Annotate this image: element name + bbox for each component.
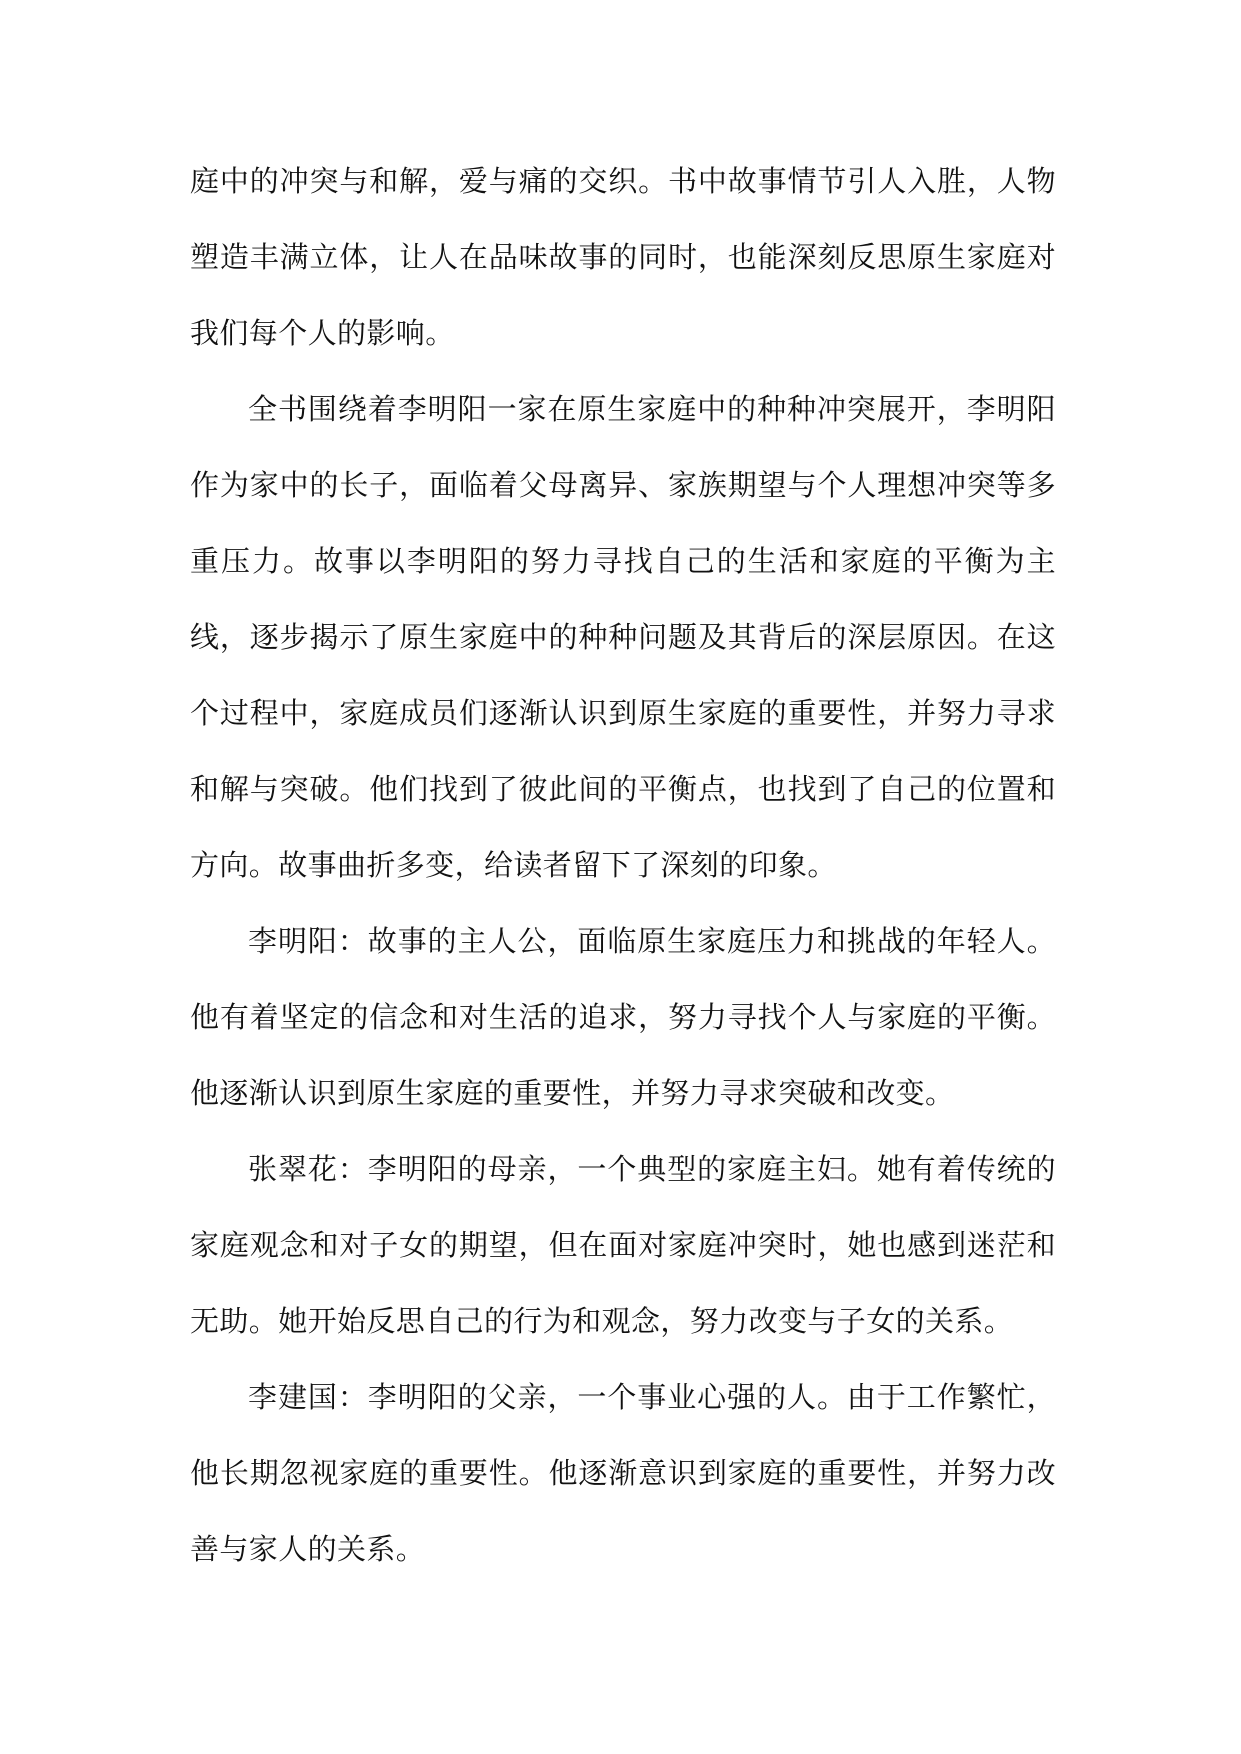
paragraph-character-zhang-cuihua: 张翠花：李明阳的母亲，一个典型的家庭主妇。她有着传统的家庭观念和对子女的期望，但在面对家庭冲突时，她也感到迷茫和无助。她开始反思自己的行为和观念，努力改变与子女的关系。 xyxy=(190,1152,1056,1338)
paragraph-character-li-mingyang: 李明阳：故事的主人公，面临原生家庭压力和挑战的年轻人。他有着坚定的信念和对生活的追求，努力寻找个人与家庭的平衡。他逐渐认识到原生家庭的重要性，并努力寻求突破和改变。 xyxy=(190,924,1056,1110)
body-text xyxy=(190,143,1056,1587)
paragraph-plot-summary: 全书围绕着李明阳一家在原生家庭中的种种冲突展开，李明阳作为家中的长子，面临着父母离异、家族期望与个人理想冲突等多重压力。故事以李明阳的努力寻找自己的生活和家庭的平衡为主线，逐步揭示了原生家庭中的种种问题及其背后的深层原因。在这个过程中，家庭成员们逐渐认识到原生家庭的重要性，并努力寻求和解与突破。他们找到了彼此间的平衡点，也找到了自己的位置和方向。故事曲折多变，给读者留下了深刻的印象。 xyxy=(190,392,1056,882)
paragraph-character-li-jianguo: 李建国：李明阳的父亲，一个事业心强的人。由于工作繁忙，他长期忽视家庭的重要性。他逐渐意识到家庭的重要性，并努力改善与家人的关系。 xyxy=(190,1380,1056,1566)
paragraph-continuation: 庭中的冲突与和解，爱与痛的交织。书中故事情节引人入胜，人物塑造丰满立体，让人在品味故事的同时，也能深刻反思原生家庭对我们每个人的影响。 xyxy=(190,164,1056,350)
